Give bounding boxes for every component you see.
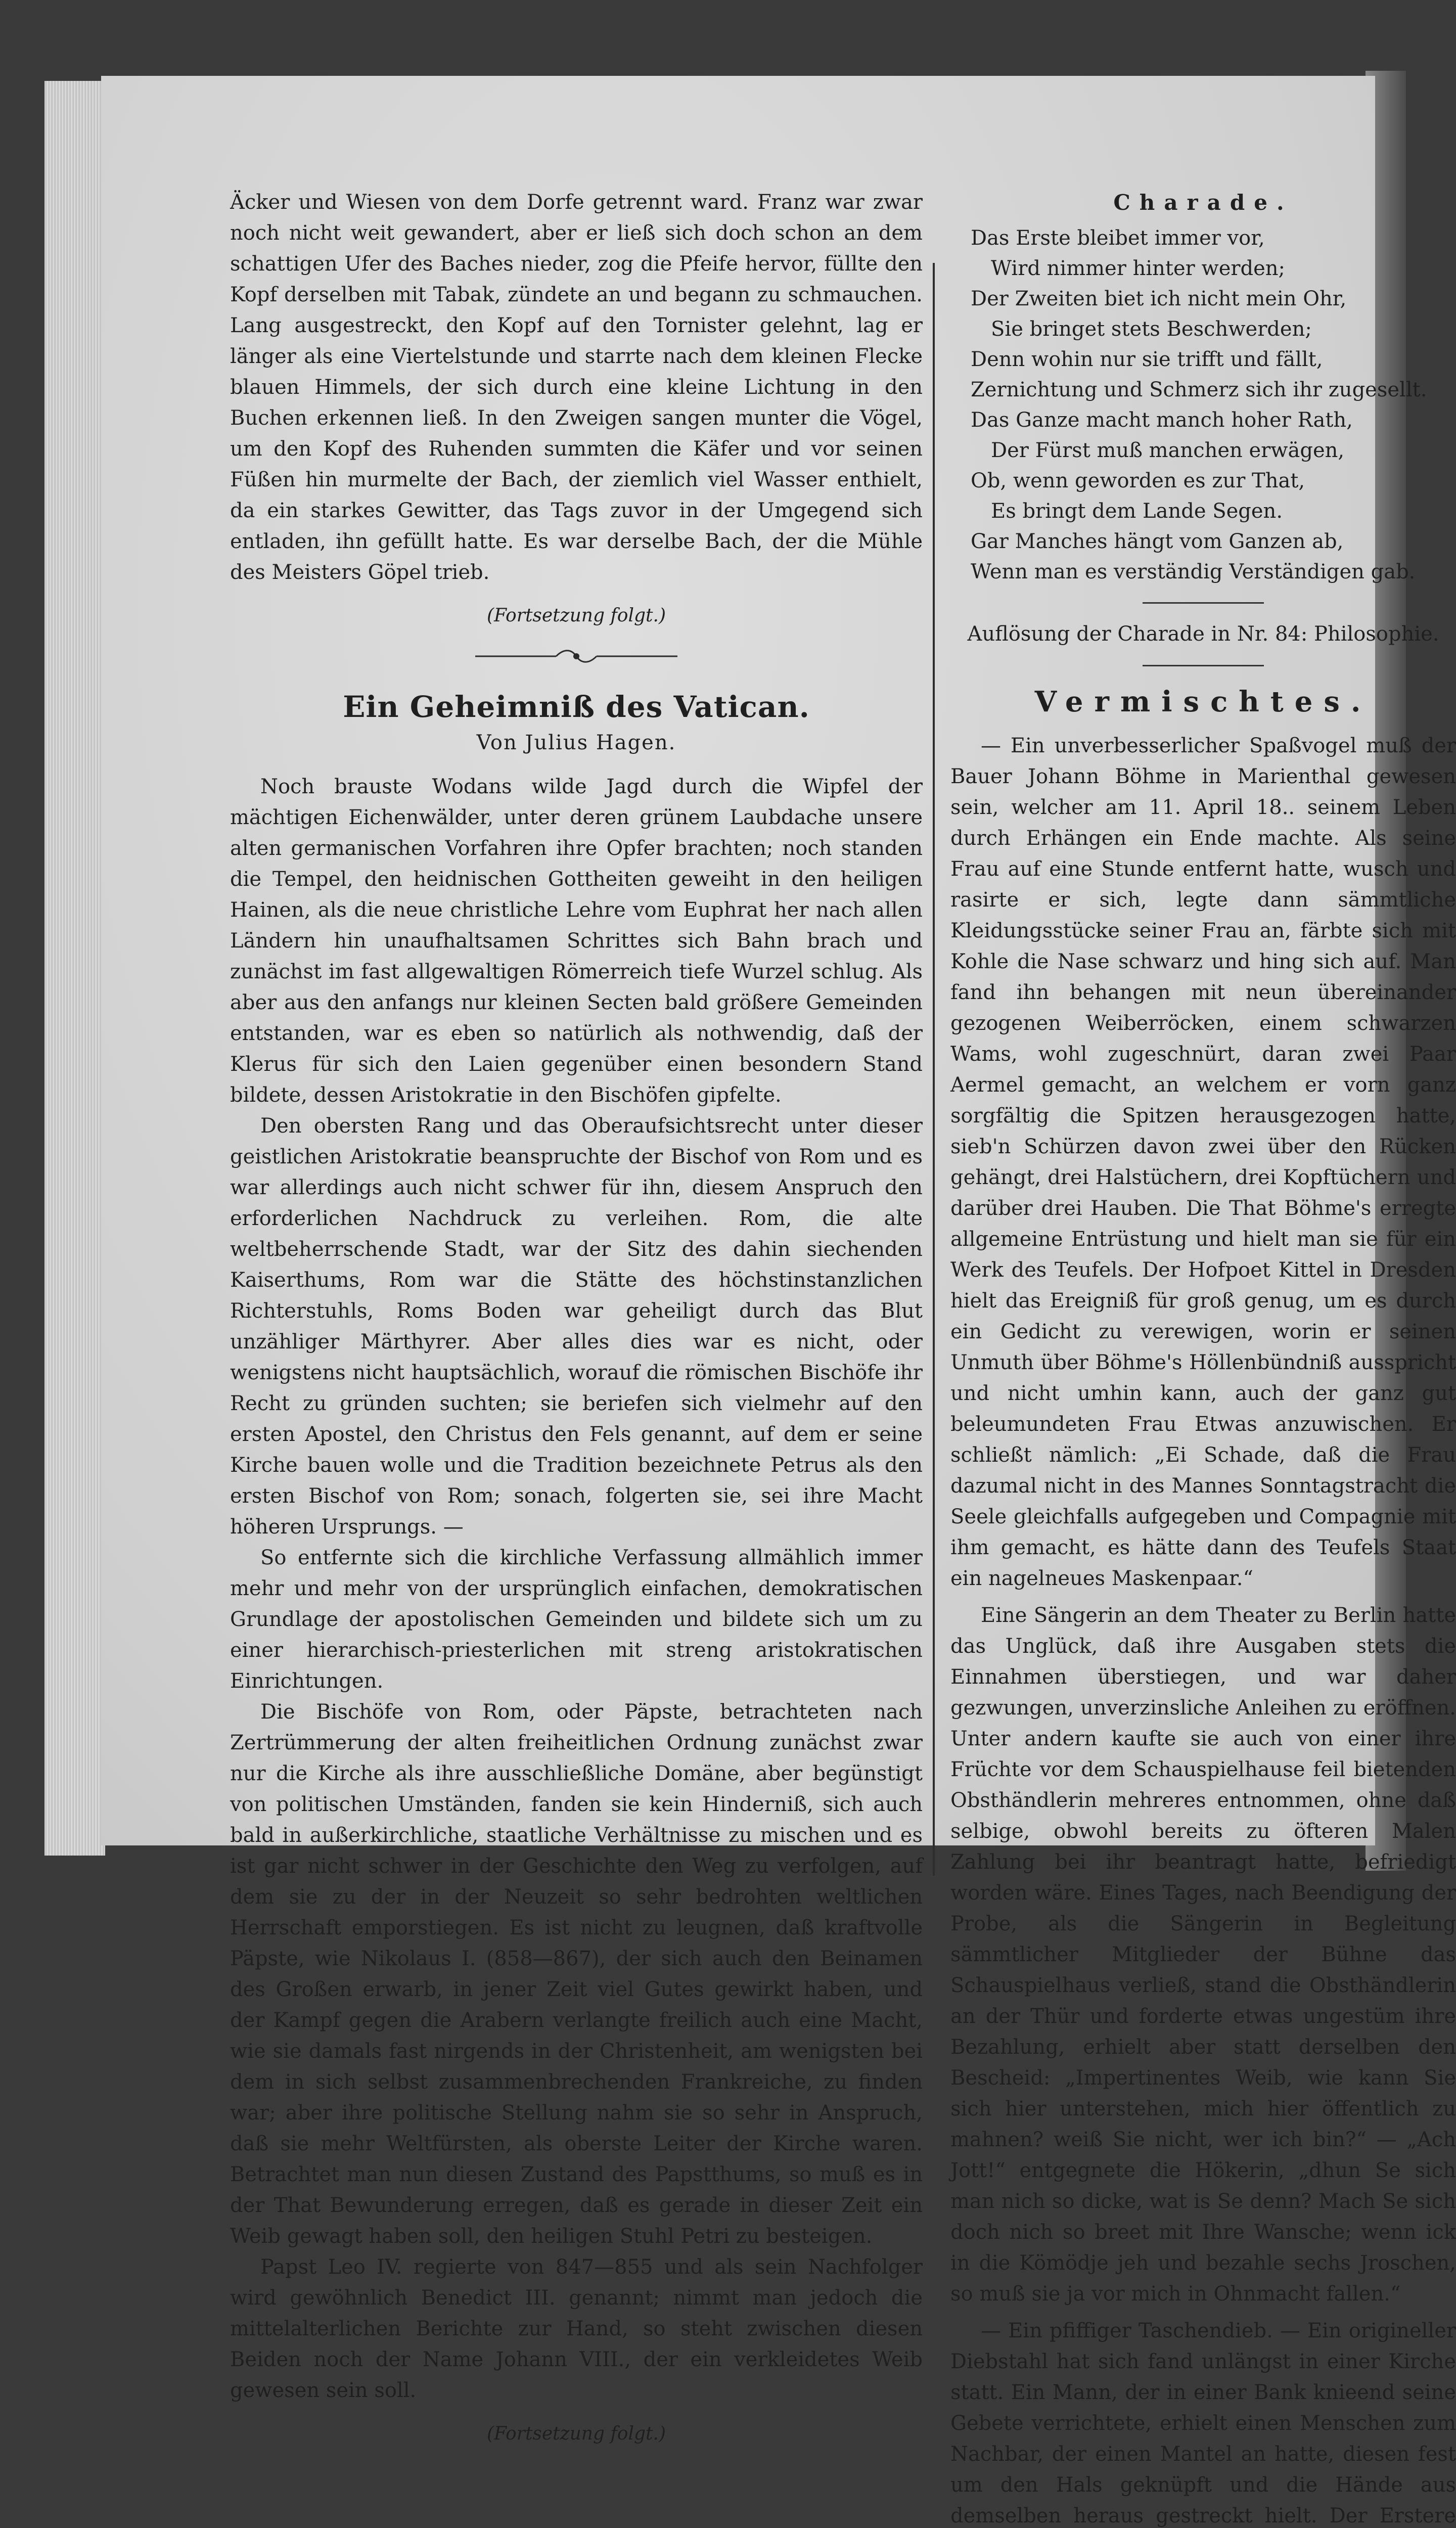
article-byline: Von Julius Hagen. <box>476 731 676 754</box>
article-paragraph: So entfernte sich die kirchliche Verfassung allmählich immer mehr und mehr von der ursprünglich einfachen, demokratischen Grundlage der apostolischen Gemeinden und bildete sich um zu einer hierarchisch-priesterlichen mit streng aristokratischen Einrichtungen. <box>230 1546 923 1693</box>
verse-line: Der Zweiten biet ich nicht mein Ohr, <box>971 287 1347 310</box>
newspaper-page <box>101 76 1456 2527</box>
verse-line: Denn wohin nur sie trifft und fällt, <box>971 348 1323 371</box>
continuation-note: (Fortsetzung folgt.) <box>487 605 666 626</box>
book-page-edges <box>44 81 105 1856</box>
verse-line: Das Erste bleibet immer vor, <box>971 227 1265 250</box>
miscellany-paragraph: — Ein pfiffiger Taschendieb. — Ein origineller Diebstahl hat sich fand unlängst in einer Kirche statt. Ein Mann, der in einer Bank knieend seine Gebete verrichtete, erhielt einen Menschen zum Nachbar, der einen Mantel an hatte, diesen fest um den Hals geknüpft und die Hände aus demselben heraus gestreckt hielt. Der Erstere <box>950 2319 1456 2527</box>
right-column <box>950 187 1456 2528</box>
charade-solution: Auflösung der Charade in Nr. 84: Philosophie. <box>967 622 1439 646</box>
verse-line: Zernichtung und Schmerz sich ihr zugesellt. <box>971 378 1427 401</box>
ornament-divider <box>470 646 682 666</box>
verse-line: Ob, wenn geworden es zur That, <box>971 469 1305 492</box>
left-column <box>230 187 923 2459</box>
verse-line: Der Fürst muß manchen erwägen, <box>991 439 1345 462</box>
article-title: Ein Geheimniß des Vatican. <box>343 690 810 724</box>
article-paragraph: Noch brauste Wodans wilde Jagd durch die Wipfel der mächtigen Eichenwälder, unter deren grünem Laubdache unsere alten germanischen Vorfahren ihre Opfer brachten; noch standen die Tempel, den heidnischen Gottheiten geweiht in den heiligen Hainen, als die neue christliche Lehre vom Euphrat her nach allen Ländern hin unaufhaltsamen Schrittes sich Bahn brach und zunächst im fast allgewaltigen Römerreich tiefe Wurzel schlug. Als aber aus den anfangs nur kleinen Secten bald größere Gemeinden entstanden, war es eben so natürlich als nothwendig, daß der Klerus für sich den Laien gegenüber einen besondern Stand bildete, dessen Aristokratie in den Bischöfen gipfelte. <box>230 775 923 1107</box>
charade-title: Charade. <box>1113 190 1293 215</box>
article-paragraph: Den obersten Rang und das Oberaufsichtsrecht unter dieser geistlichen Aristokratie beanspruchte der Bischof von Rom und es war allerdings auch nicht schwer für ihn, diesem Anspruch den erforderlichen Nachdruck zu verleihen. Rom, die alte weltbeherrschende Stadt, war der Sitz des dahin siechenden Kaiserthums, Rom war die Stätte des höchstinstanzlichen Richterstuhls, Roms Boden war geheiligt durch das Blut unzähliger Märthyrer. Aber alles dies war es nicht, oder wenigstens nicht hauptsächlich, worauf die römischen Bischöfe ihr Recht zu gründen suchten; sie beriefen sich vielmehr auf den ersten Apostel, den Christus den Fels genannt, auf dem er seine Kirche bauen wolle und die Tradition bezeichnete Petrus als den ersten Bischof von Rom; sonach, folgerten sie, sei ihre Macht höheren Ursprungs. — <box>230 1114 923 1539</box>
verse-line: Wird nimmer hinter werden; <box>991 257 1286 280</box>
short-divider-rule <box>1143 665 1264 666</box>
article-paragraph: Papst Leo IV. regierte von 847—855 und als sein Nachfolger wird gewöhnlich Benedict III. genannt; nimmt man jedoch die mittelalterlichen Berichte zur Hand, so steht zwischen diesen Beiden noch der Name Johann VIII., der ein verkleidetes Weib gewesen sein soll. <box>230 2255 923 2402</box>
verse-line: Das Ganze macht manch hoher Rath, <box>971 409 1353 432</box>
miscellany-paragraph: Eine Sängerin an dem Theater zu Berlin hatte das Unglück, daß ihre Ausgaben stets die Einnahmen überstiegen, und war daher gezwungen, unverzinsliche Anleihen zu eröffnen. Unter andern kaufte sie auch von einer ihre Früchte vor dem Schauspielhause feil bietenden Obsthändlerin mehreres entnommen, ohne daß selbige, obwohl bereits zu öfteren Malen Zahlung bei ihr beantragt hatte, befriedigt worden wäre. Eines Tages, nach Beendigung der Probe, als die Sängerin in Begleitung sämmtlicher Mitglieder der Bühne das Schauspielhaus verließ, stand die Obsthändlerin an der Thür und forderte etwas ungestüm ihre Bezahlung, erhielt aber statt derselben den Bescheid: „Impertinentes Weib, wie kann Sie sich hier unterstehen, mich hier öffentlich zu mahnen? weiß Sie nicht, wer ich bin?“ — „Ach Jott!“ entgegnete die Hökerin, „dhun Se sich man nich so dicke, wat is Se denn? Mach Se sich doch nich so breet mit Ihre Wansche; wenn ick in die Kömödje jeh und bezahle sechs Jroschen, so muß sie ja vor mich in Ohnmacht fallen.“ <box>950 1604 1456 2306</box>
verse-line: Wenn man es verständig Verständigen gab. <box>971 560 1416 583</box>
charade-verse <box>971 223 1456 587</box>
verse-line: Sie bringet stets Beschwerden; <box>991 318 1312 341</box>
miscellany-paragraph: — Ein unverbesserlicher Spaßvogel muß der Bauer Johann Böhme in Marienthal gewesen sein, welcher am 11. April 18.. seinem Leben durch Erhängen ein Ende machte. Als seine Frau auf eine Stunde entfernt hatte, wusch und rasirte er sich, legte dann sämmtliche Kleidungsstücke seiner Frau an, färbte sich mit Kohle die Nase schwarz und hing sich auf. Man fand ihn behangen mit neun übereinander gezogenen Weiberröcken, einem schwarzen Wams, wohl zugeschnürt, daran zwei Paar Aermel gemacht, an welchem er vorn ganz sorgfältig die Spitzen herausgezogen hatte, sieb'n Schürzen davon zwei über den Rücken gehängt, drei Halstüchern, drei Kopftüchern und darüber drei Hauben. Die That Böhme's erregte allgemeine Entrüstung und hielt man sie für ein Werk des Teufels. Der Hofpoet Kittel in Dresden hielt das Ereigniß für groß genug, um es durch ein Gedicht zu verewigen, worin er seinen Unmuth über Böhme's Höllenbündniß ausspricht und nicht umhin kann, auch der ganz gut beleumundeten Frau Etwas anzuwischen. Er schließt nämlich: „Ei Schade, daß die Frau dazumal nicht in des Mannes Sonntagstracht die Seele gleichfalls aufgegeben und Compagnie mit ihm gemacht, es hätte dann des Teufels Staat ein nagelneues Maskenpaar.“ <box>950 734 1456 1590</box>
short-divider-rule <box>1143 602 1264 604</box>
continuation-note: (Fortsetzung folgt.) <box>487 2423 666 2444</box>
section-title: Vermischtes. <box>1034 685 1372 718</box>
verse-line: Gar Manches hängt vom Ganzen ab, <box>971 530 1344 553</box>
column-divider <box>933 263 935 1876</box>
serial-continuation-text: Äcker und Wiesen von dem Dorfe getrennt ward. Franz war zwar noch nicht weit gewandert, aber er ließ sich doch schon an dem schattigen Ufer des Baches nieder, zog die Pfeife hervor, füllte den Kopf derselben mit Tabak, zündete an und begann zu schmauchen. Lang ausgestreckt, den Kopf auf den Tornister gelehnt, lag er länger als eine Viertelstunde und starrte nach dem kleinen Flecke blauen Himmels, der sich durch eine kleine Lichtung in den Buchen erkennen ließ. In den Zweigen sangen munter die Vögel, um den Kopf des Ruhenden summten die Käfer und vor seinen Füßen hin murmelte der Bach, der ziemlich viel Wasser enthielt, da ein starkes Gewitter, das Tags zuvor in der Umgegend sich entladen, ihn gefüllt hatte. Es war derselbe Bach, der die Mühle des Meisters Göpel trieb. <box>230 191 923 584</box>
article-paragraph: Die Bischöfe von Rom, oder Päpste, betrachteten nach Zertrümmerung der alten freiheitlichen Ordnung zunächst zwar nur die Kirche als ihre ausschließliche Domäne, aber begünstigt von politischen Umständen, fanden sie kein Hinderniß, sich auch bald in außerkirchliche, staatliche Verhältnisse zu mischen und es ist gar nicht schwer in der Geschichte den Weg zu verfolgen, auf dem sie zu der in der Neuzeit so sehr bedrohten weltlichen Herrschaft emporstiegen. Es ist nicht zu leugnen, daß kraftvolle Päpste, wie Nikolaus I. (858—867), der sich auch den Beinamen des Großen erwarb, in jener Zeit viel Gutes gewirkt haben, und der Kampf gegen die Arabern verlangte freilich auch eine Macht, wie sie damals fast nirgends in der Christenheit, am wenigsten bei dem in sich selbst zusammenbrechenden Frankreiche, zu finden war; aber ihre politische Stellung nahm sie so sehr in Anspruch, daß sie mehr Weltfürsten, als oberste Leiter der Kirche waren. Betrachtet man nun diesen Zustand des Papstthums, so muß es in der That Bewunderung erregen, daß es gerade in dieser Zeit ein Weib gewagt haben soll, den heiligen Stuhl Petri zu besteigen. <box>230 1700 923 2248</box>
verse-line: Es bringt dem Lande Segen. <box>991 500 1283 523</box>
